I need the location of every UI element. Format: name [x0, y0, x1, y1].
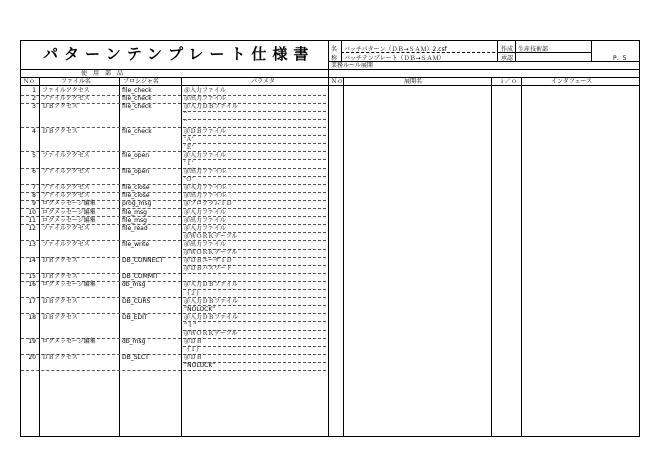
row-procedure: file_close — [122, 184, 150, 192]
vline-right-name — [491, 77, 492, 436]
name-line-1: バッチパターン（ＤＢ→ＳＡＭ）2.csf — [344, 46, 447, 53]
row-parameter: ＠ＤＢ — [184, 354, 203, 362]
row-file-name: ファイルアクセス — [42, 224, 90, 232]
row-parameter: ｛１｝ — [184, 346, 203, 354]
author-divider — [497, 41, 498, 61]
param-underline — [183, 135, 326, 136]
row-procedure: file_check — [122, 103, 152, 111]
row-parameter: ＠入力ファイル — [184, 184, 226, 192]
header-line-a — [328, 61, 639, 62]
row-no: 11 — [28, 216, 36, 224]
row-parameter: ＠入力ファイル — [184, 208, 226, 216]
row-no: 13 — [28, 240, 36, 248]
param-underline — [183, 338, 326, 339]
vline-right-no — [343, 77, 344, 436]
row-file-name: ログメッセージ編集 — [42, 200, 96, 208]
row-file-name: ＤＢアクセス — [42, 297, 78, 305]
spec-sheet — [20, 40, 640, 437]
row-parameter: ”NOLOCK” — [184, 362, 216, 370]
row-parameter: ＠入力ファイル — [184, 151, 226, 159]
row-file-name: ファイルアクセス — [42, 87, 90, 94]
row-procedure: file_msg — [122, 216, 147, 224]
col-right-io: ｉ／ｏ — [499, 78, 518, 85]
name-label-divider — [341, 41, 342, 61]
row-file-name: ファイルアクセス — [42, 168, 90, 175]
row-no: 2 — [32, 95, 36, 103]
row-file-name: ＤＢアクセス — [42, 257, 78, 265]
row-procedure: file_check — [122, 95, 152, 103]
row-procedure: DB_SLCT — [122, 354, 149, 362]
row-procedure: DB_EDIT — [122, 313, 148, 321]
param-underline — [183, 370, 326, 371]
row-no: 19 — [28, 338, 36, 346]
row-no: 12 — [28, 224, 36, 232]
row-parameter: ＠ＤＢファイル — [184, 127, 226, 135]
row-parameter: ＠入力ＤＢファイル — [184, 103, 238, 111]
row-parameter: ＠入力ＤＢファイル — [184, 281, 238, 289]
row-no: 20 — [28, 354, 36, 362]
row-file-name: ＤＢアクセス — [42, 127, 78, 135]
col-right-interface: インタフェース — [551, 78, 593, 85]
col-params: パラメタ — [251, 78, 275, 85]
row-file-name: ファイルアクセス — [42, 95, 90, 103]
param-underline — [183, 273, 326, 274]
row-parameter: ’Ａ’ — [184, 135, 194, 143]
row-procedure: DB_CURS — [122, 297, 151, 305]
row-parameter: ’’ — [184, 111, 188, 119]
row-parameter: ＠入力ファイル — [184, 87, 226, 94]
row-procedure: file_read — [122, 224, 148, 232]
page-divider — [591, 41, 592, 61]
author-value-divider — [515, 41, 516, 61]
param-underline — [183, 111, 326, 112]
row-parameter: ”NOLOCK” — [184, 305, 216, 313]
row-parameter: ＠出力ファイル — [184, 240, 226, 248]
row-no: 16 — [28, 281, 36, 289]
col-no: Ｎｏ — [23, 78, 36, 85]
row-parameter: ＠入力ファイル — [184, 224, 226, 232]
param-underline — [183, 289, 326, 290]
name-label-2: 称 — [331, 55, 338, 62]
row-parameter: ＠プログラムＩＤ — [184, 200, 232, 208]
row-parameter: ＠出力ファイル — [184, 168, 226, 175]
row-no: 7 — [32, 184, 36, 192]
row-file-name: ＤＢアクセス — [42, 103, 78, 111]
col-proc: プロシジャ名 — [123, 78, 159, 85]
header-line-c — [21, 77, 639, 78]
row-parameter: ’Ｅ’ — [184, 143, 194, 151]
row-file-name: ファイルアクセス — [42, 151, 90, 159]
name-label-1: 名 — [331, 46, 338, 53]
row-procedure: file_write — [122, 240, 150, 248]
row-parameter: ＠ＷＯＲＫテーブル — [184, 232, 238, 240]
row-parameter: ＠出力ファイル — [184, 216, 226, 224]
row-parameter: ＠入力ＤＢファイル — [184, 313, 238, 321]
row-no: 6 — [32, 168, 36, 175]
row-parameter: ＠ＷＯＲＫテーブル — [184, 330, 238, 337]
row-file-name: ログメッセージ編集 — [42, 216, 96, 224]
row-no: 3 — [32, 103, 36, 111]
vline-right-io — [521, 77, 522, 436]
param-underline — [183, 119, 326, 120]
row-parameter: ’’ — [184, 119, 188, 127]
row-parameter: ＠ＷＯＲＫテーブル — [184, 249, 238, 256]
row-no: 5 — [32, 151, 36, 159]
author-label: 作成 — [501, 46, 514, 53]
row-file-name: ＤＢアクセス — [42, 354, 78, 362]
row-divider — [21, 370, 181, 371]
row-no: 4 — [32, 127, 36, 135]
row-procedure: DB_CONNECT — [122, 257, 164, 265]
vline-middle — [328, 61, 329, 436]
name-line-2: バッチテンプレート（ＤＢ→ＳＡＭ） — [344, 55, 445, 62]
param-underline — [183, 176, 326, 177]
row-procedure: DB_COMMIT — [122, 273, 159, 281]
row-parameter: ”Ｉ” — [184, 321, 197, 329]
author-split-line — [497, 52, 591, 53]
row-procedure: file_check — [122, 87, 152, 94]
row-procedure: file_open — [122, 151, 150, 159]
row-parameter: ’Ｉ’ — [184, 159, 194, 167]
col-file: ファイル名 — [61, 78, 91, 85]
approval-label: 承認 — [501, 55, 514, 62]
row-no: 1 — [32, 87, 36, 94]
row-no: 17 — [28, 297, 36, 305]
col-right-no: Ｎｏ — [331, 78, 344, 85]
row-procedure: prog_msg — [122, 200, 152, 208]
row-parameter: ＠入力ＤＢファイル — [184, 297, 238, 305]
row-parameter: ＠ＤＢ — [184, 338, 203, 346]
document-title: パターンテンプレート仕様書 — [43, 45, 315, 63]
row-procedure: file_close — [122, 192, 150, 200]
row-file-name: ファイルアクセス — [42, 184, 90, 192]
section-header-right: 業務ルール展開 — [331, 62, 373, 69]
row-file-name: ファイルアクセス — [42, 240, 90, 248]
vline-proc — [181, 77, 182, 436]
row-no: 18 — [28, 313, 36, 321]
row-no: 14 — [28, 257, 36, 265]
param-underline — [183, 346, 326, 347]
row-procedure: file_open — [122, 168, 150, 175]
row-file-name: ＤＢアクセス — [42, 313, 78, 321]
param-underline — [183, 159, 326, 160]
row-parameter: ｛２｝ — [184, 289, 203, 297]
row-no: 10 — [28, 208, 36, 216]
row-file-name: ログメッセージ編集 — [42, 338, 96, 346]
row-parameter: ＠出力ファイル — [184, 192, 226, 200]
section-header-left: 使 用 部 品 — [81, 70, 124, 77]
author-value: 生産技術部 — [518, 46, 549, 53]
row-parameter: ＠ＤＢユーザＩＤ — [184, 257, 233, 265]
row-file-name: ファイルアクセス — [42, 192, 90, 200]
col-right-name: 展開名 — [404, 78, 423, 85]
page-number: P．5 — [613, 55, 627, 62]
row-no: 8 — [32, 192, 36, 200]
header-line-d — [21, 85, 639, 86]
param-underline — [183, 321, 326, 322]
row-procedure: db_msg — [122, 338, 146, 346]
row-procedure: file_msg — [122, 208, 147, 216]
row-procedure: db_msg — [122, 281, 146, 289]
row-no: 15 — [28, 273, 36, 281]
row-parameter: ＠出力ファイル — [184, 95, 226, 103]
row-file-name: ログメッセージ編集 — [42, 208, 96, 216]
param-underline — [183, 354, 326, 355]
row-no: 9 — [32, 200, 36, 208]
row-parameter: ’Ｏ’ — [184, 176, 194, 184]
row-procedure: file_check — [122, 127, 152, 135]
row-parameter: ＠ＤＢパスワード — [184, 265, 233, 273]
row-file-name: ＤＢアクセス — [42, 273, 78, 281]
row-file-name: ログメッセージ編集 — [42, 281, 96, 289]
param-underline — [183, 143, 326, 144]
